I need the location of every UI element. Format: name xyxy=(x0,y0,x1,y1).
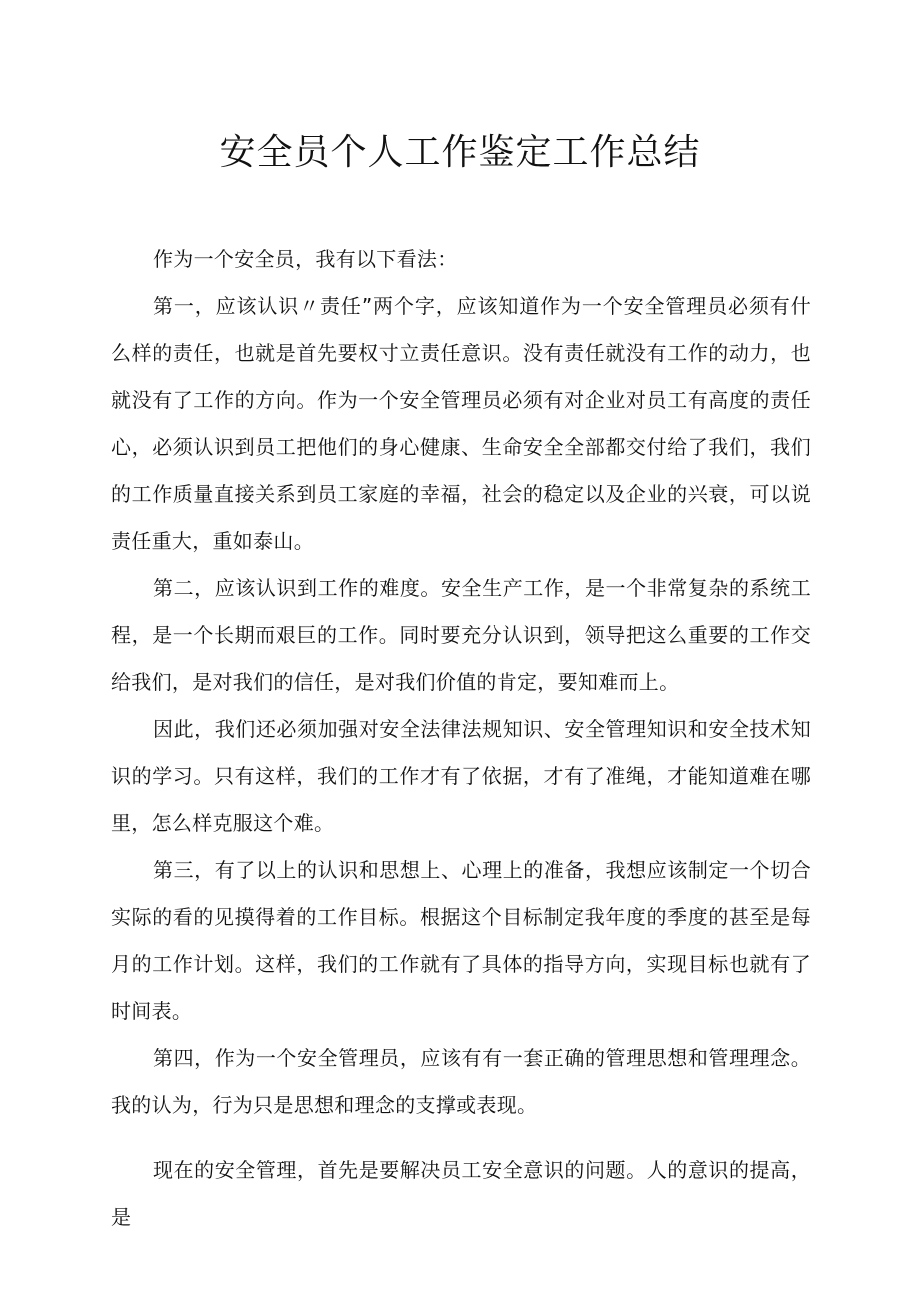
paragraph-intro: 作为一个安全员，我有以下看法： xyxy=(153,247,458,271)
paragraph-therefore: 因此，我们还必须加强对安全法律法规知识、安全管理知识和安全技术知识的学习。只有这样，我们的工作才有了依据，才有了准绳，才能知道难在哪里，怎么样克服这个难。 xyxy=(111,717,811,835)
paragraph-fourth-point: 第四，作为一个安全管理员，应该有有一套正确的管理思想和管理理念。我的认为，行为只是思想和理念的支撑或表现。 xyxy=(111,1046,811,1117)
paragraph-first-point: 第一，应该认识〃责任”两个字，应该知道作为一个安全管理员必须有什么样的责任，也就是首先要权寸立责任意识。没有责任就没有工作的动力，也就没有了工作的方向。作为一个安全管理员必须有对企业对员工有高度的责任心，必须认识到员工把他们的身心健康、生命安全全部都交付给了我们，我们的工作质量直接关系到员工家庭的幸福，社会的稳定以及企业的兴衰，可以说责任重大，重如泰山。 xyxy=(111,294,811,553)
paragraph-second-point: 第二，应该认识到工作的难度。安全生产工作，是一个非常复杂的系统工程，是一个长期而艰巨的工作。同时要充分认识到，领导把这么重要的工作交给我们，是对我们的信任，是对我们价值的肯定，要知难而上。 xyxy=(111,576,811,694)
paragraph-current-management: 现在的安全管理，首先是要解决员工安全意识的问题。人的意识的提高，是 xyxy=(111,1158,811,1229)
paragraph-third-point: 第三，有了以上的认识和思想上、心理上的准备，我想应该制定一个切合实际的看的见摸得着的工作目标。根据这个目标制定我年度的季度的甚至是每月的工作计划。这样，我们的工作就有了具体的指导方向，实现目标也就有了时间表。 xyxy=(111,858,811,1023)
document-title: 安全员个人工作鉴定工作总结 xyxy=(219,132,701,173)
document-body xyxy=(111,236,811,1241)
